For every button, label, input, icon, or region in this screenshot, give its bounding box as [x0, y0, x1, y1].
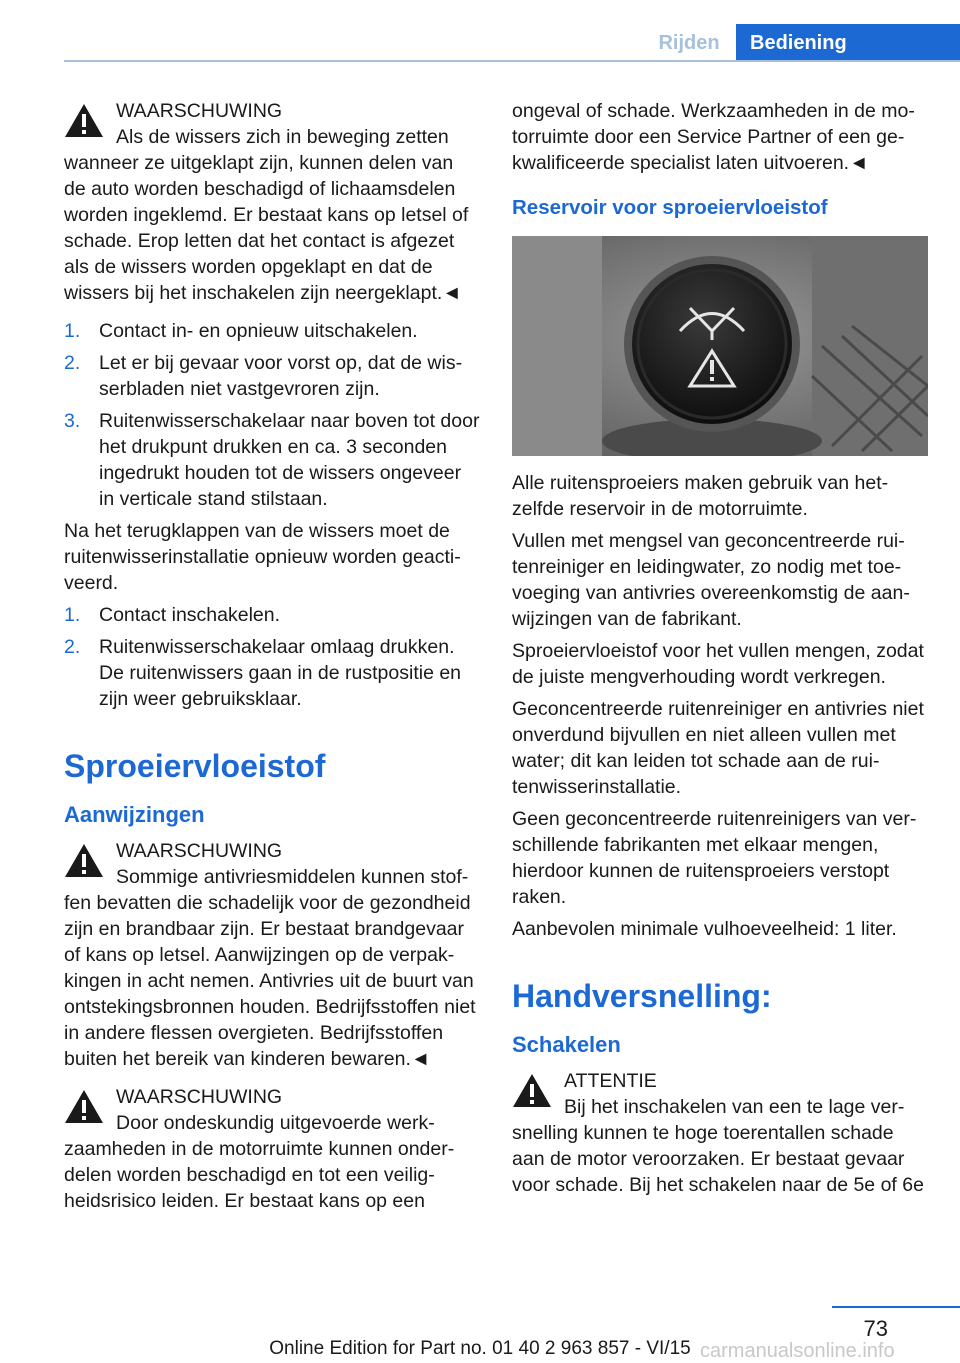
warning-text: Door ondeskundig uitgevoerde werkzaamheden in de motorruimte kunnen onderdelen worden beschadigd en tot een veiligheidsrisico leiden. Er bestaat kans op een — [64, 1112, 455, 1212]
warning-title: WAARSCHUWING — [116, 840, 283, 862]
list-number: 1. — [64, 320, 81, 342]
list-item — [64, 350, 480, 402]
warning-title: WAARSCHUWING — [116, 1086, 283, 1108]
section-tab-rijden[interactable]: Rijden — [658, 32, 720, 54]
list-number: 3. — [64, 410, 81, 432]
paragraph-reservoir: Alle ruitensproeiers maken gebruik van hetzelfde reservoir in de motorruimte. — [512, 472, 889, 520]
washer-reservoir-cap-image — [512, 236, 928, 456]
paragraph-fill-mixture: Vullen met mengsel van geconcentreerde ruitenreiniger en leidingwater, zo nodig met toevoeging van antivries overeenkomstig de aanwijzingen van de fabrikant. — [512, 530, 910, 630]
section-heading-handversnelling: Handversnelling: — [512, 978, 772, 1014]
warning-triangle-icon — [64, 842, 104, 878]
paragraph-no-mixing: Geen geconcentreerde ruitenreinigers van verschillende fabrikanten met elkaar mengen, hierdoor kunnen de ruitensproeiers verstopt raken. — [512, 808, 917, 908]
page-number: 73 — [863, 1316, 888, 1341]
warning-block-antifreeze — [64, 838, 480, 1072]
list-item — [64, 408, 480, 512]
warning-block-engine-bay — [64, 1084, 480, 1214]
left-column — [64, 98, 480, 1226]
list-item — [64, 602, 480, 628]
list-item — [64, 318, 480, 344]
footer-divider — [832, 1306, 960, 1308]
paragraph-fill-quantity: Aanbevolen minimale vulhoeveelheid: 1 liter. — [512, 918, 897, 940]
list-text: Contact inschakelen. — [99, 604, 281, 626]
attention-text: Bij het inschakelen van een te lage versnelling kunnen te hoge toerentallen schade aan de motor veroorzaken. Er bestaat gevaar voor schade. Bij het schakelen naar de 5e of 6e — [512, 1096, 924, 1196]
edition-note: Online Edition for Part no. 01 40 2 963 857 - VI/15 — [269, 1338, 691, 1359]
warning-title: WAARSCHUWING — [116, 100, 283, 122]
paragraph-undiluted: Geconcentreerde ruitenreiniger en antivries niet onverdund bijvullen en niet alleen vullen met water; dit kan leiden tot schade aan de ruitenwisserinstallatie. — [512, 698, 924, 798]
paragraph-mix-before: Sproeiervloeistof voor het vullen mengen, zodat de juiste mengverhouding wordt verkregen. — [512, 640, 924, 688]
section-heading-sproeiervloeistof: Sproeiervloeistof — [64, 748, 326, 784]
watermark: carmanualsonline.info — [700, 1340, 895, 1362]
list-text: Contact in- en opnieuw uitschakelen. — [99, 320, 418, 342]
list-text: Ruitenwisserschakelaar naar boven tot door het drukpunt drukken en ca. 3 seconden ingedrukt houden tot de wissers ongeveer in verticale stand stilstaan. — [99, 410, 480, 510]
warning-text: Als de wissers zich in beweging zetten wanneer ze uitgeklapt zijn, kunnen delen van de auto worden beschadigd of lichaamsdelen worden ingeklemd. Er bestaat kans op letsel of schade. Erop letten dat het contact is afgezet als de wissers worden opgeklapt en dat de wissers bij het inschakelen zijn neergeklapt.◄ — [64, 126, 469, 304]
list-number: 2. — [64, 636, 81, 658]
warning-triangle-icon — [64, 1088, 104, 1124]
list-number: 2. — [64, 352, 81, 374]
section-tab-bediening[interactable]: Bediening — [736, 24, 960, 62]
attention-title: ATTENTIE — [564, 1070, 657, 1092]
right-column — [512, 98, 928, 1210]
subheading-schakelen: Schakelen — [512, 1032, 621, 1057]
warning-text: Sommige antivriesmiddelen kunnen stoffen bevatten die schadelijk voor de gezondheid zijn en brandbaar zijn. Er bestaat brandgevaar of kans op letsel. Aanwijzingen op de verpakkingen in acht nemen. Antivries uit de buurt van ontstekingsbronnen houden. Bedrijfsstoffen niet in andere flessen overgieten. Bedrijfsstoffen buiten het bereik van kinderen bewaren.◄ — [64, 866, 476, 1070]
subheading-reservoir: Reservoir voor sproeiervloeistof — [512, 196, 828, 219]
steps-list-fold — [64, 318, 480, 512]
list-text: Let er bij gevaar voor vorst op, dat de wisserbladen niet vastgevroren zijn. — [99, 352, 463, 400]
list-text: Ruitenwisserschakelaar omlaag drukken. De ruitenwissers gaan in de rustpositie en zijn weer gebruiksklaar. — [99, 636, 462, 710]
subheading-aanwijzingen: Aanwijzingen — [64, 802, 205, 827]
attention-block-shifting — [512, 1068, 928, 1198]
list-number: 1. — [64, 604, 81, 626]
warning-triangle-icon — [512, 1072, 552, 1108]
header-divider — [64, 60, 960, 62]
steps-list-reactivate — [64, 602, 480, 712]
warning-block-wipers — [64, 98, 480, 306]
paragraph-continued: ongeval of schade. Werkzaamheden in de motorruimte door een Service Partner of een gekwalificeerde specialist laten uitvoeren.◄ — [512, 100, 915, 174]
warning-triangle-icon — [64, 102, 104, 138]
washer-reservoir-cap-photo — [512, 236, 928, 456]
page-header — [0, 0, 960, 62]
list-item — [64, 634, 480, 712]
paragraph-reactivate: Na het terugklappen van de wissers moet de ruitenwisserinstallatie opnieuw worden geactiveerd. — [64, 520, 461, 594]
